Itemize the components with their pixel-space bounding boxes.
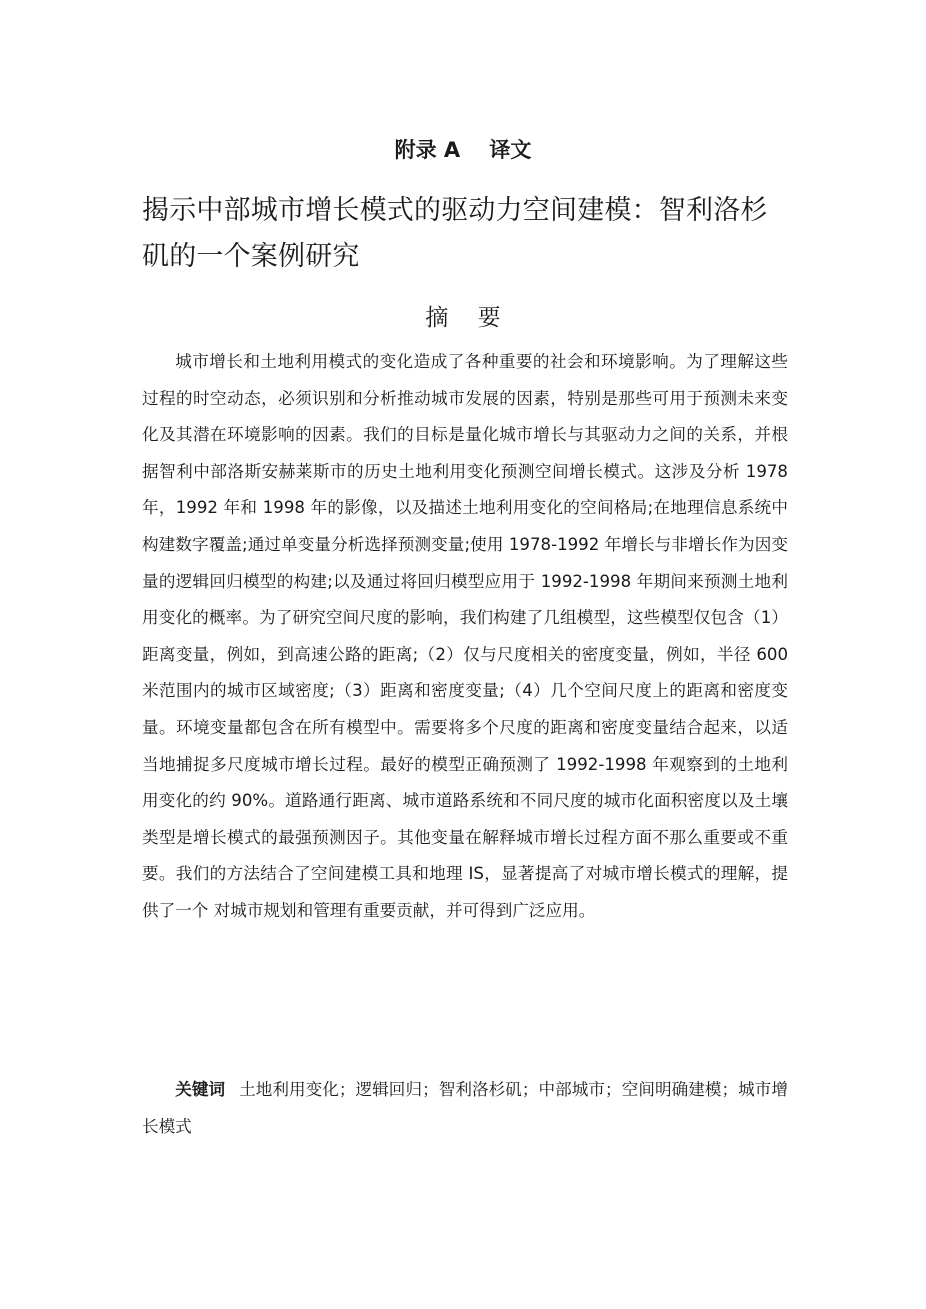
paper-title: 揭示中部城市增长模式的驱动力空间建模：智利洛杉矶的一个案例研究 [142,195,768,272]
keywords-label: 关键词 [175,1080,226,1099]
appendix-heading: 附录 A 译文 [394,138,532,162]
keywords-section [142,1072,788,1145]
abstract-heading: 摘 要 [425,305,501,331]
keywords-text: 土地利用变化；逻辑回归；智利洛杉矶；中部城市；空间明确建模；城市增长模式 [142,1080,788,1136]
abstract-paragraph: 城市增长和土地利用模式的变化造成了各种重要的社会和环境影响。为了理解这些过程的时空动态，必须识别和分析推动城市发展的因素，特别是那些可用于预测未来变化及其潜在环境影响的因素。我们的目标是量化城市增长与其驱动力之间的关系，并根据智利中部洛斯安赫莱斯市的历史土地利用变化预测空间增长模式。这涉及分析 1978 年，1992 年和 1998 年的影像，以及描述土地利用变化的空间格局;在地理信息系统中构建数字覆盖;通过单变量分析选择预测变量;使用 1978-1992 年增长与非增长作为因变量的逻辑回归模型的构建;以及通过将回归模型应用于 1992-1998 年期间来预测土地利用变化的概率。为了研究空间尺度的影响，我们构建了几组模型，这些模型仅包含（1）距离变量，例如，到高速公路的距离;（2）仅与尺度相关的密度变量，例如，半径 600 米范围内的城市区域密度;（3）距离和密度变量;（4）几个空间尺度上的距离和密度变量。环境变量都包含在所有模型中。需要将多个尺度的距离和密度变量结合起来，以适当地捕捉多尺度城市增长过程。最好的模型正确预测了 1992-1998 年观察到的土地利用变化的约 90%。道路通行距离、城市道路系统和不同尺度的城市化面积密度以及土壤类型是增长模式的最强预测因子。其他变量在解释城市增长过程方面不那么重要或不重要。我们的方法结合了空间建模工具和地理 IS，显著提高了对城市增长模式的理解，提供了一个 对城市规划和管理有重要贡献，并可得到广泛应用。 [142,352,788,920]
